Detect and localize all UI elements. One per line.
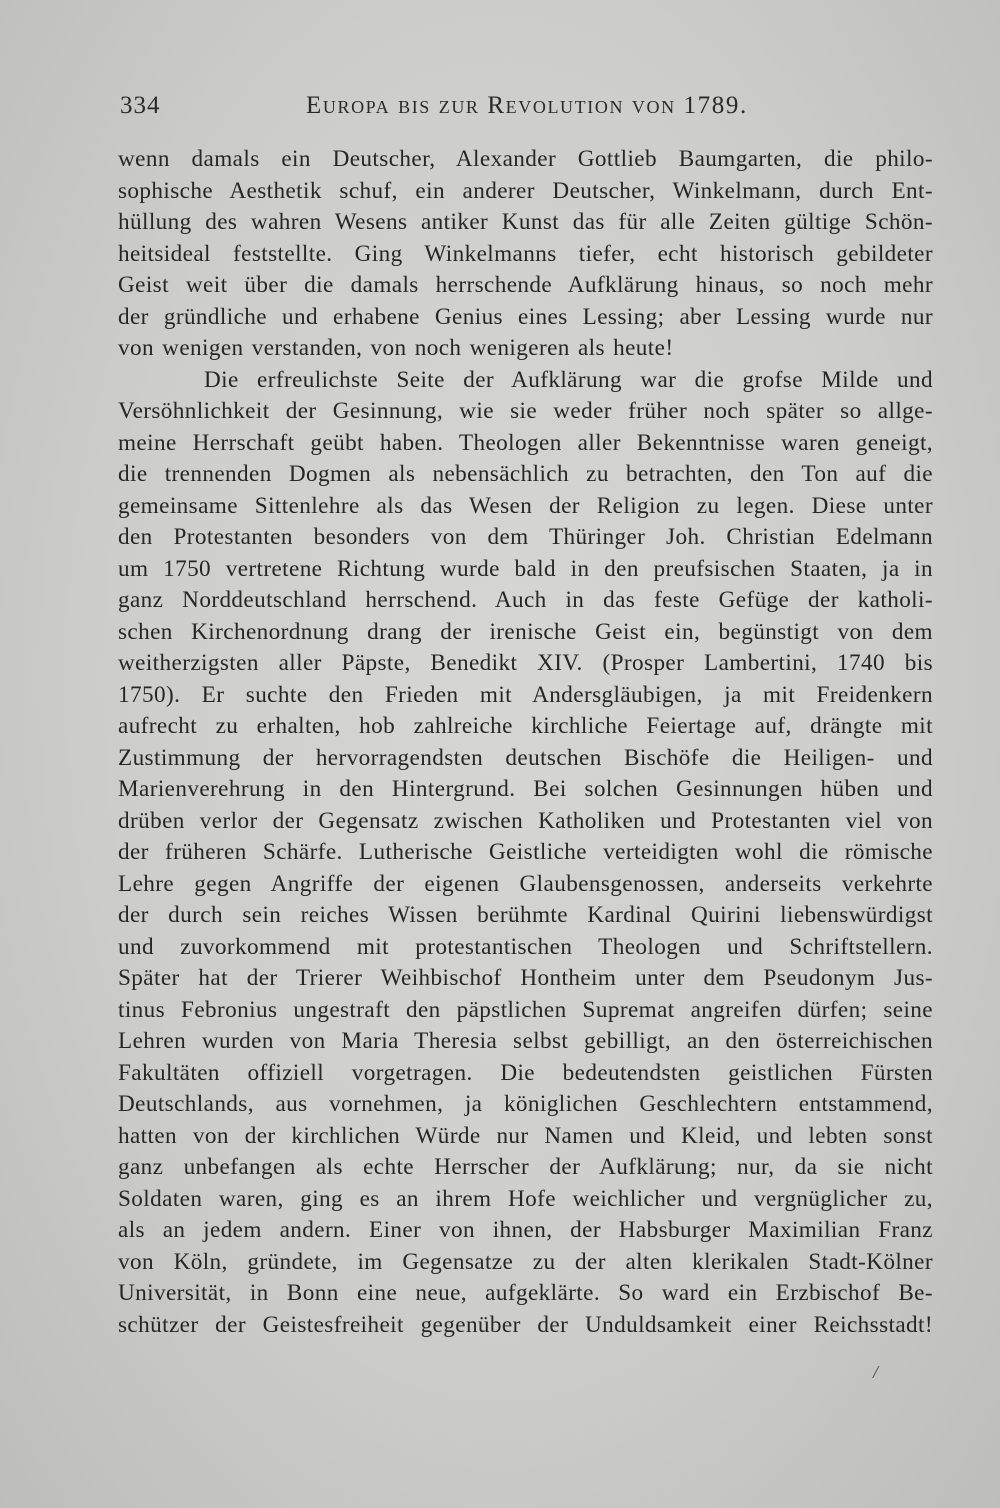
text-line: hatten von der kirchlichen Würde nur Namen und Kleid, und lebten sonst — [118, 1122, 933, 1149]
text-line: ganz Norddeutschland herrschend. Auch in das feste Gefüge der katholi- — [118, 587, 933, 613]
text-line: Später hat der Trierer Weihbischof Hontheim unter dem Pseudonym Jus- — [118, 965, 933, 991]
text-line: schützer der Geistesfreiheit gegenüber der Unduldsamkeit einer Reichsstadt! — [118, 1311, 933, 1338]
text-line: wenn damals ein Deutscher, Alexander Gottlieb Baumgarten, die philo- — [118, 146, 933, 172]
text-line: der durch sein reiches Wissen berühmte Kardinal Quirini liebenswürdigst — [118, 902, 933, 928]
text-line: der früheren Schärfe. Lutherische Geistliche verteidigten wohl die römische — [118, 839, 933, 865]
text-line: als an jedem andern. Einer von ihnen, der Habsburger Maximilian Franz — [118, 1217, 933, 1243]
text-line: die trennenden Dogmen als nebensächlich zu betrachten, den Ton auf die — [118, 461, 933, 487]
text-line: 1750). Er suchte den Frieden mit Andersgläubigen, ja mit Freidenkern — [118, 681, 933, 708]
text-line: hüllung des wahren Wesens antiker Kunst das für alle Zeiten gültige Schön- — [118, 209, 933, 235]
text-line: meine Herrschaft geübt haben. Theologen aller Bekenntnisse waren geneigt, — [118, 429, 933, 456]
text-line: Fakultäten offiziell vorgetragen. Die bedeutendsten geistlichen Fürsten — [118, 1059, 933, 1086]
text-line: Die erfreulichste Seite der Aufklärung war die grofse Milde und — [204, 366, 933, 393]
text-line: schen Kirchenordnung drang der irenische Geist ein, begünstigt von dem — [118, 618, 933, 645]
text-line: Soldaten waren, ging es an ihrem Hofe weichlicher und vergnüglicher zu, — [118, 1185, 933, 1212]
text-line: gemeinsame Sittenlehre als das Wesen der Religion zu legen. Diese unter — [118, 492, 933, 519]
text-line: von wenigen verstanden, von noch wenigeren als heute! — [118, 335, 674, 361]
text-line: Lehre gegen Angriffe der eigenen Glaubensgenossen, anderseits verkehrte — [118, 870, 933, 897]
text-line: Marienverehrung in den Hintergrund. Bei solchen Gesinnungen hüben und — [118, 776, 933, 802]
text-line: Lehren wurden von Maria Theresia selbst gebilligt, an den österreichischen — [118, 1028, 933, 1054]
text-line: den Protestanten besonders von dem Thüringer Joh. Christian Edelmann — [118, 524, 933, 550]
text-line: heitsideal feststellte. Ging Winkelmanns tiefer, echt historisch gebildeter — [118, 240, 933, 267]
text-line: von Köln, gründete, im Gegensatze zu der alten klerikalen Stadt-Kölner — [118, 1248, 933, 1275]
text-line: um 1750 vertretene Richtung wurde bald in den preufsischen Staaten, ja in — [118, 555, 933, 582]
page-number: 334 — [120, 92, 161, 119]
running-title: Europa bis zur Revolution von 1789. — [306, 92, 748, 119]
text-line: Geist weit über die damals herrschende Aufklärung hinaus, so noch mehr — [118, 272, 933, 298]
text-line: drüben verlor der Gegensatz zwischen Katholiken und Protestanten viel von — [118, 807, 933, 834]
text-line: aufrecht zu erhalten, hob zahlreiche kirchliche Feiertage auf, drängte mit — [118, 713, 933, 739]
text-line: Universität, in Bonn eine neue, aufgeklärte. So ward ein Erzbischof Be- — [118, 1280, 933, 1306]
text-line: Deutschlands, aus vornehmen, ja königlichen Geschlechtern entstammend, — [118, 1091, 933, 1117]
body-text — [118, 144, 933, 1364]
text-line: der gründliche und erhabene Genius eines Lessing; aber Lessing wurde nur — [118, 303, 933, 330]
footer-mark: / — [873, 1362, 879, 1382]
text-line: sophische Aesthetik schuf, ein anderer Deutscher, Winkelmann, durch Ent- — [118, 177, 933, 204]
page-header — [120, 92, 930, 132]
text-line: weitherzigsten aller Päpste, Benedikt XIV. (Prosper Lambertini, 1740 bis — [118, 650, 933, 676]
text-line: ganz unbefangen als echte Herrscher der Aufklärung; nur, da sie nicht — [118, 1154, 933, 1180]
text-line: Versöhnlichkeit der Gesinnung, wie sie weder früher noch später so allge- — [118, 398, 933, 424]
text-line: Zustimmung der hervorragendsten deutschen Bischöfe die Heiligen- und — [118, 744, 933, 771]
text-line: und zuvorkommend mit protestantischen Theologen und Schriftstellern. — [118, 933, 933, 960]
text-line: tinus Febronius ungestraft den päpstlichen Supremat angreifen dürfen; seine — [118, 996, 933, 1023]
